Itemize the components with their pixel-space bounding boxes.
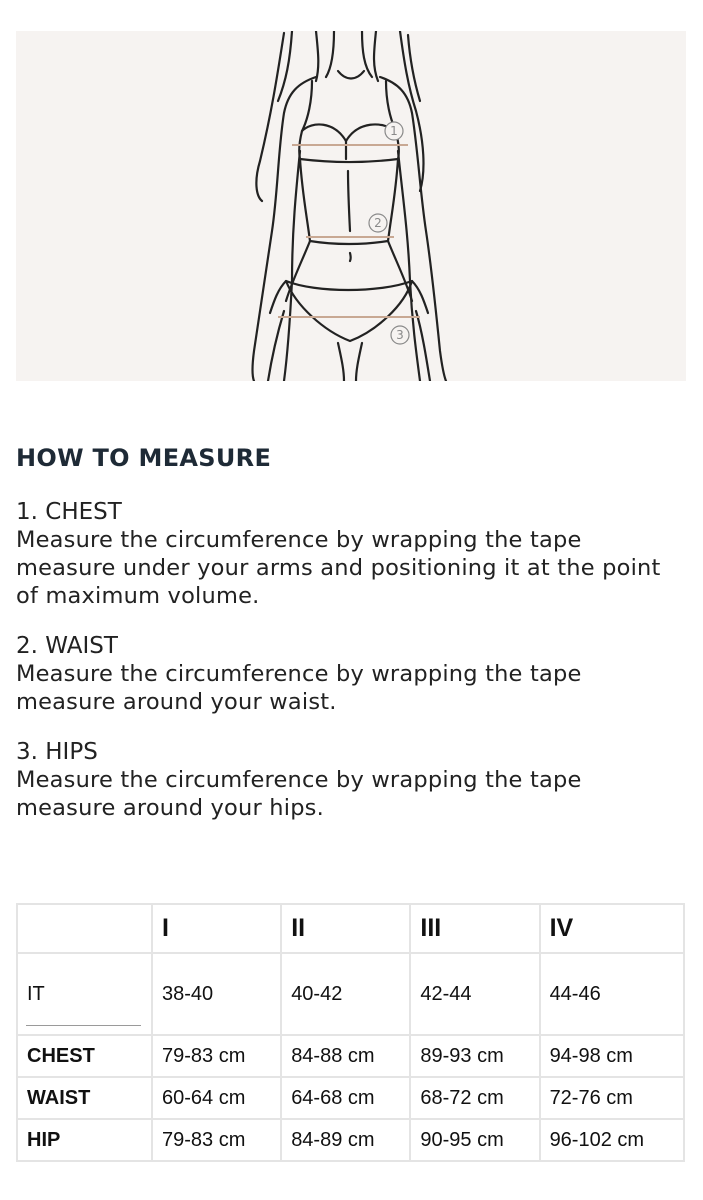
step-chest (16, 498, 688, 610)
table-header-cell: II (281, 904, 410, 953)
table-cell: 72-76 cm (540, 1077, 684, 1119)
table-cell: 84-89 cm (281, 1119, 410, 1161)
table-cell: 64-68 cm (281, 1077, 410, 1119)
table-cell: 60-64 cm (152, 1077, 281, 1119)
table-cell: 38-40 (152, 953, 281, 1035)
table-cell: 90-95 cm (410, 1119, 539, 1161)
step-description: Measure the circumference by wrapping the tape measure under your arms and positioning it at the point of maximum volume. (16, 527, 661, 609)
table-row (17, 1077, 684, 1119)
table-row (17, 1119, 684, 1161)
row-label-cell (17, 953, 152, 1035)
step-waist (16, 632, 688, 716)
table-row (17, 1035, 684, 1077)
step-title: 3. HIPS (16, 739, 98, 765)
table-header-cell: I (152, 904, 281, 953)
step-description: Measure the circumference by wrapping the tape measure around your waist. (16, 661, 582, 715)
table-cell: 84-88 cm (281, 1035, 410, 1077)
table-header-cell (17, 904, 152, 953)
table-header-row (17, 904, 684, 953)
how-to-measure-section (16, 440, 688, 822)
size-chart-table (16, 903, 685, 1162)
row-label: WAIST (17, 1077, 152, 1119)
divider (26, 1025, 141, 1026)
step-description: Measure the circumference by wrapping the tape measure around your hips. (16, 767, 582, 821)
marker-2: 2 (374, 216, 382, 230)
step-title: 1. CHEST (16, 499, 122, 525)
table-cell: 40-42 (281, 953, 410, 1035)
table-cell: 44-46 (540, 953, 684, 1035)
row-label: HIP (17, 1119, 152, 1161)
table-cell: 96-102 cm (540, 1119, 684, 1161)
table-cell: 79-83 cm (152, 1119, 281, 1161)
table-header-cell: III (410, 904, 539, 953)
table-cell: 89-93 cm (410, 1035, 539, 1077)
step-hips (16, 738, 688, 822)
table-cell: 94-98 cm (540, 1035, 684, 1077)
table-row (17, 953, 684, 1035)
body-measurement-figure-icon (16, 31, 686, 381)
row-label: IT (27, 982, 45, 1005)
table-cell: 68-72 cm (410, 1077, 539, 1119)
table-cell: 79-83 cm (152, 1035, 281, 1077)
row-label: CHEST (17, 1035, 152, 1077)
table-header-cell: IV (540, 904, 684, 953)
measurement-illustration (16, 31, 686, 381)
section-title: HOW TO MEASURE (16, 444, 272, 472)
step-title: 2. WAIST (16, 633, 118, 659)
marker-3: 3 (396, 328, 404, 342)
marker-1: 1 (390, 124, 398, 138)
table-cell: 42-44 (410, 953, 539, 1035)
